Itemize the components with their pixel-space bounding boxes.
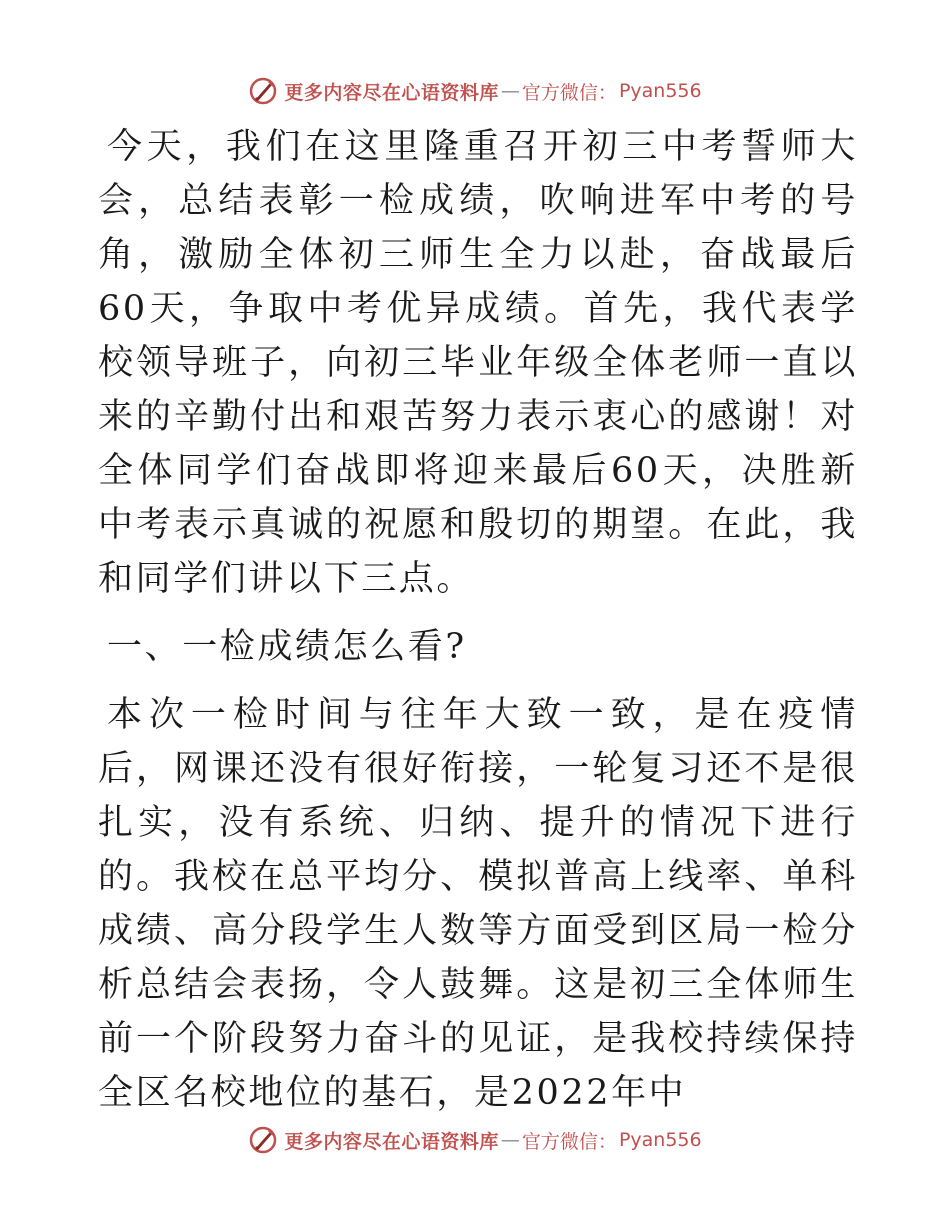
opening-paragraph: 今天，我们在这里隆重召开初三中考誓师大会，总结表彰一检成绩，吹响进军中考的号角，激励全体初三师生全力以赴，奋战最后60天，争取中考优异成绩。首先，我代表学校领导班子，向初三毕业年级全体老师一直以来的辛勤付出和艰苦努力表示衷心的感谢！对全体同学们奋战即将迎来最后60天，决胜新中考表示真诚的祝愿和殷切的期望。在此，我和同学们讲以下三点。 <box>98 127 858 599</box>
watermark-separator: — <box>500 80 520 102</box>
watermark-official-label: 官方微信： <box>521 1130 617 1153</box>
quill-pen-logo-icon <box>248 76 278 106</box>
watermark-separator: — <box>500 1129 520 1151</box>
watermark-header <box>0 71 950 111</box>
watermark-footer <box>0 1120 950 1160</box>
watermark-brand: 更多内容尽在心语资料库 <box>284 1130 499 1153</box>
section-heading-one: 一、一检成绩怎么看? <box>107 627 467 667</box>
section-one-paragraph: 本次一检时间与往年大致一致，是在疫情后，网课还没有很好衔接，一轮复习还不是很扎实，没有系统、归纳、提升的情况下进行的。我校在总平均分、模拟普高上线率、单科成绩、高分段学生人数等方面受到区局一检分析总结会表扬，令人鼓舞。这是初三全体师生前一个阶段努力奋斗的见证，是我校持续保持全区名校地位的基石，是2022年中 <box>98 695 858 1113</box>
watermark-account: Pyan556 <box>618 80 702 102</box>
watermark-brand: 更多内容尽在心语资料库 <box>284 81 499 104</box>
watermark-account: Pyan556 <box>618 1129 702 1151</box>
document-body <box>98 120 858 1120</box>
watermark-official-label: 官方微信： <box>521 81 617 104</box>
quill-pen-logo-icon <box>248 1125 278 1155</box>
